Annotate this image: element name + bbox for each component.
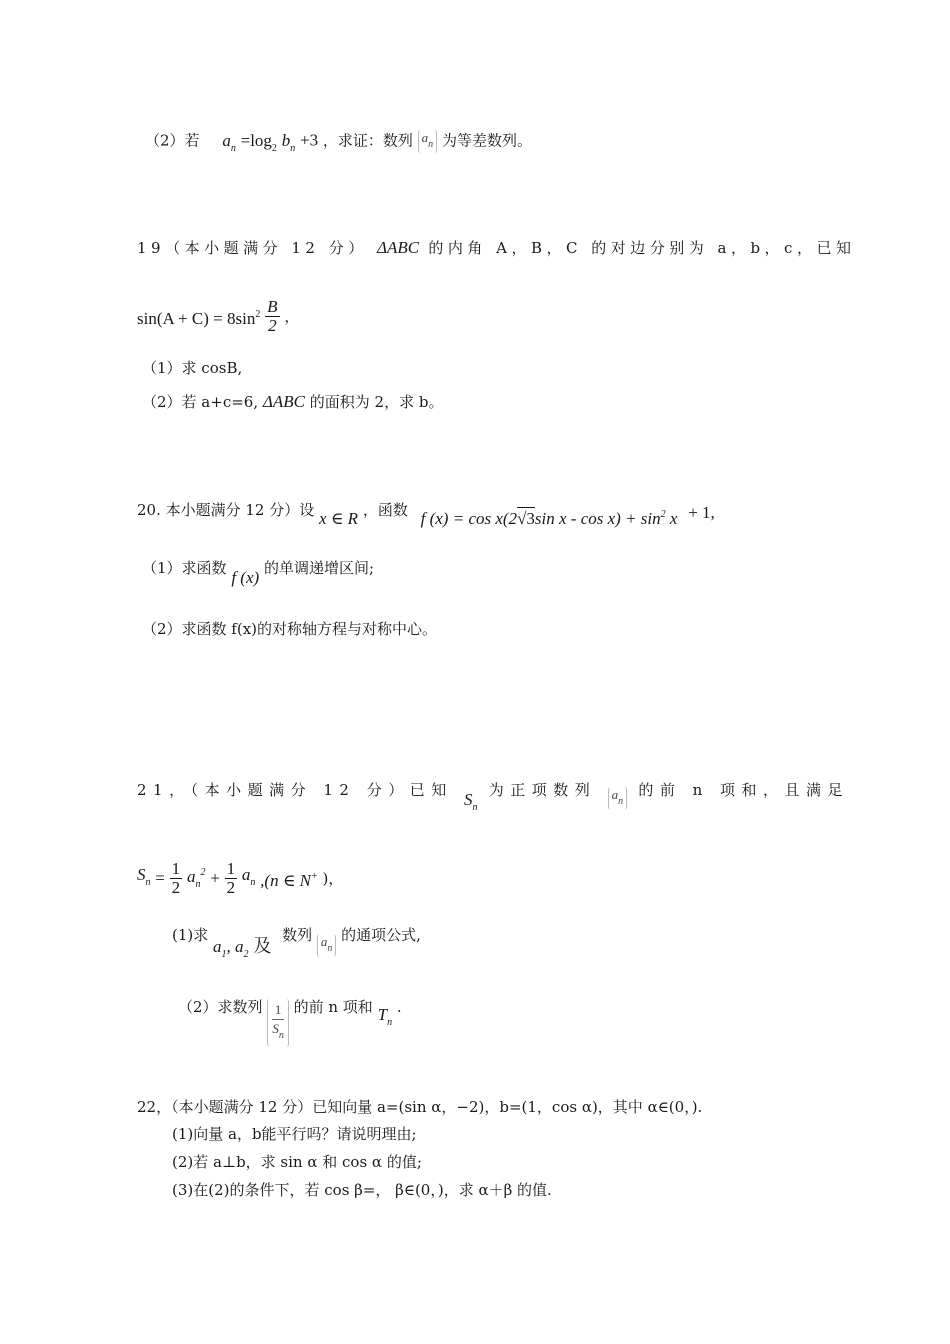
q19-header: 19（本小题满分 12 分） [137,239,368,257]
q19-stem [137,238,855,258]
q22-stem: 22，（本小题满分 12 分）已知向量 a=(sin α，−2)，b=(1，cos α)，其中 α∈(0，). [137,1098,703,1116]
q20-part2: （2）求函数 f(x)的对称轴方程与对称中心。 [142,620,438,638]
q21-part2-b: 的前 n 项和 [293,998,373,1016]
q19-stem-text: 的内角 A，B，C 的对边分别为 a，b，c，已知 [428,239,856,257]
q18-part2-label: （2）若 [145,131,200,150]
q20-func: f (x) = cos x(2√3sin $x - \cos x) + \sin^2 x$ [420,509,678,528]
q21-part2-end: . [396,998,402,1016]
q21-frac-1: $\frac{1}{2}$ [171,859,181,897]
q20-func-label: ，函数 [362,501,408,519]
q22-part2: (2)若 a⊥b，求 sin α 和 cos α 的值; [172,1153,422,1171]
q21-a-n-sq: $a_n^2$ [186,866,206,890]
q20-func-end: + 1, [688,503,715,522]
q20-stem [137,500,715,529]
q19-part2-a: （2）若 a+c=6, [142,393,259,411]
q21-eq-sign: = [155,868,165,888]
q19-equation [137,298,299,335]
q21-seq-an-2: $a_n$ [317,934,337,957]
q19-frac: $\frac{B}{2}$ [267,297,278,335]
q18-part2-end: 为等差数列。 [441,131,532,150]
q21-S-n: $S_n$ [464,790,478,813]
q21-mid: 为正项数列 [488,781,597,799]
q18-seq-an: $a_n$ [418,130,438,153]
q21-tail: 的前 n 项和，且满足 [638,781,850,799]
q20-header: 20. 本小题满分 12 分）设 [137,501,315,519]
q21-part1-a: (1)求 [172,926,209,944]
q21-a-n: $a_n$ [241,864,256,888]
q21-part2-a: （2）求数列 [178,998,263,1016]
q21-stem [137,780,849,818]
q22-part3: (3)在(2)的条件下，若 cos β=， β∈(0，)，求 α＋β 的值. [172,1181,552,1199]
q21-equation [137,860,343,897]
q18-b-n: $b_n$ [281,130,296,154]
q21-cond-end: )， [322,869,344,888]
q21-cond: ,(n ∈ N+ [260,870,318,890]
q21-seq-an: $a_n$ [608,787,628,810]
q21-part1-d: 的通项公式, [341,926,421,944]
q21-seq-1-over-Sn: $\frac{1}{S_n}$ [267,999,289,1047]
q21-part1-c: 数列 [282,926,313,944]
q19-eq-left: $\sin(A + C) = 8\sin^2$ [137,308,261,328]
q19-eq-end: ， [284,307,300,326]
q19-part1: （1）求 cosB, [142,359,243,377]
q20-part1-a: （1）求函数 [142,559,227,577]
q21-T-n: $T_n$ [377,1005,393,1028]
q21-part1 [172,925,421,965]
q20-part1 [142,558,374,588]
q20-set: x ∈ R [319,509,359,528]
q19-part2-b: 的面积为 2，求 b。 [309,393,444,411]
q21-header: 21，（本小题满分 12 分）已知 [137,781,453,799]
q18-a-n: $a_n$ [222,130,236,154]
q21-a1-a2: $a_1$, $a_2$ [213,937,249,960]
q22-part1: (1)向量 a，b能平行吗？请说明理由; [172,1125,417,1143]
q21-eq-S: $S_n$ [137,864,151,888]
q19-triangle-2: ΔABC [262,392,305,411]
q18-plus3: +3 [299,130,319,150]
q18-eq: $=\log_2$ [240,130,277,154]
q21-frac-2: $\frac{1}{2}$ [226,859,236,897]
q19-triangle: ΔABC [377,238,420,257]
q18-part2-text: ，求证：数列 [322,131,413,150]
q19-part2 [142,392,443,412]
q21-plus: + [210,868,220,888]
q21-part1-and: 及 [253,936,272,957]
q21-part2 [178,997,402,1047]
q20-part1-fx: f (x) [231,568,260,587]
q18-part2 [145,130,532,159]
q20-part1-b: 的单调递增区间; [263,559,375,577]
